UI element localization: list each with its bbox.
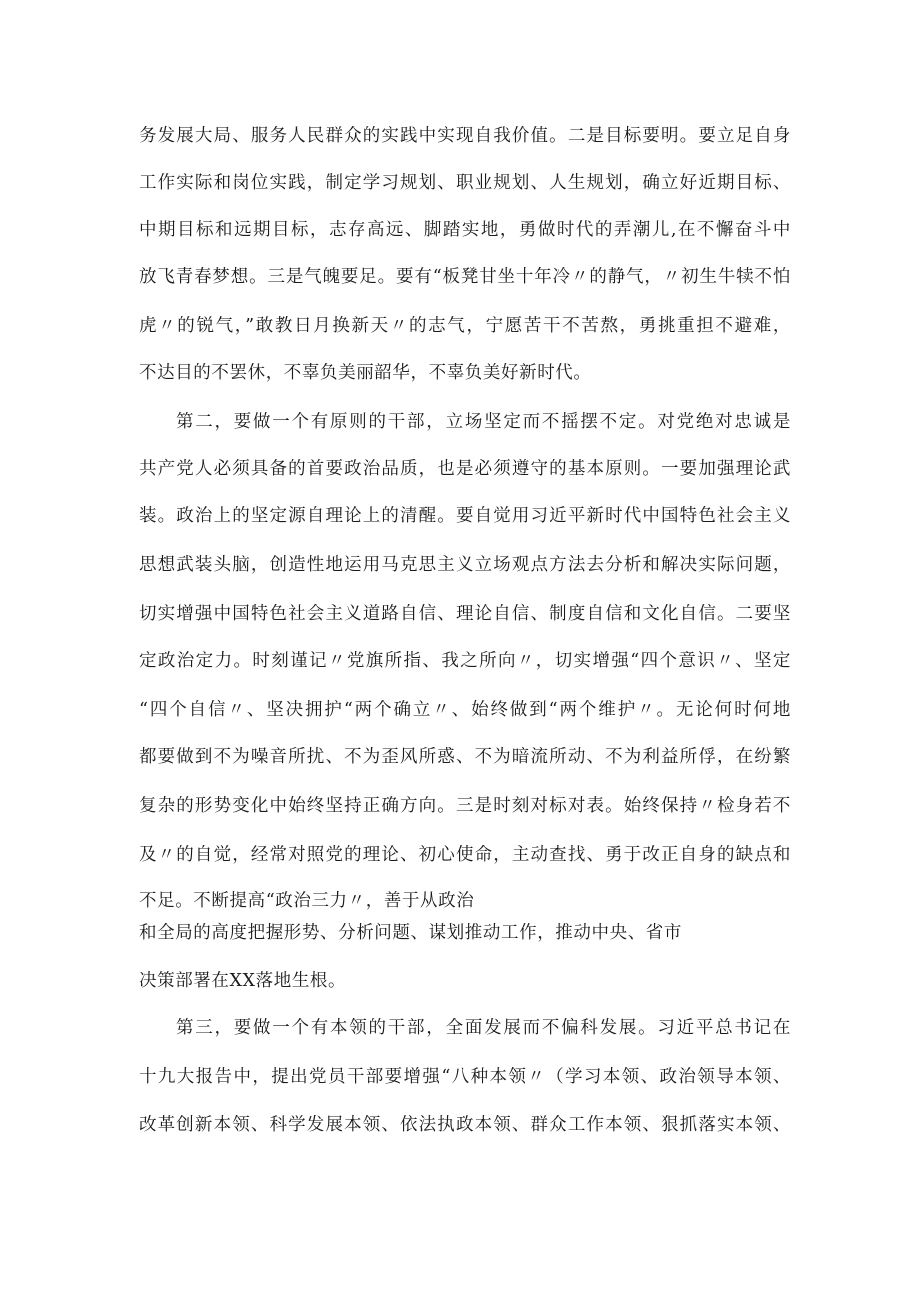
text-line: 改革创新本领、科学发展本领、依法执政本领、群众工作本领、狠抓落实本领、: [139, 1115, 791, 1135]
text-line: 中期目标和远期目标，志存高远、脚踏实地，勇做时代的弄潮儿,在不懈奋斗中: [139, 220, 791, 240]
text-line: 装。政治上的坚定源自理论上的清醒。要自觉用习近平新时代中国特色社会主义: [139, 506, 791, 526]
text-line: 不足。不断提高“政治三力〃，善于从政治: [139, 891, 475, 911]
text-line: 都要做到不为噪音所扰、不为歪风所惑、不为暗流所动、不为利益所俘，在纷繁: [139, 747, 791, 767]
text-line: 定政治定力。时刻谨记〃党旗所指、我之所向〃，切实增强“四个意识〃、坚定: [139, 651, 791, 671]
text-line: 务发展大局、服务人民群众的实践中实现自我价值。二是目标要明。要立足自身: [139, 126, 791, 146]
text-line: 放飞青春梦想。三是气魄要足。要有“板凳甘坐十年冷〃的静气，〃初生牛犊不怕: [139, 267, 791, 287]
text-line: 决策部署在XX落地生根。: [139, 971, 347, 991]
text-line: 复杂的形势变化中始终坚持正确方向。三是时刻对标对表。始终保持〃检身若不: [139, 796, 791, 816]
text-line: 不达目的不罢休，不辜负美丽韶华，不辜负美好新时代。: [139, 363, 592, 383]
text-line: 及〃的自觉，经常对照党的理论、初心使命，主动查找、勇于改正自身的缺点和: [139, 845, 791, 865]
text-line: 虎〃的锐气，”敢教日月换新天〃的志气，宁愿苦干不苦熬，勇挑重担不避难，: [139, 316, 791, 336]
text-line: “四个自信〃、坚决拥护“两个确立〃、始终做到“两个维护〃。无论何时何地: [139, 700, 791, 720]
text-line: 十九大报告中，提出党员干部要增强“八种本领〃（学习本领、政治领导本领、: [139, 1067, 791, 1087]
paragraph-first-line: 第三，要做一个有本领的干部，全面发展而不偏科发展。习近平总书记在: [176, 1018, 791, 1038]
text-line: 和全局的高度把握形势、分析问题、谋划推动工作，推动中央、省市: [139, 923, 682, 943]
text-line: 切实增强中国特色社会主义道路自信、理论自信、制度自信和文化自信。二要坚: [139, 604, 791, 624]
text-line: 工作实际和岗位实践，制定学习规划、职业规划、人生规划，确立好近期目标、: [139, 173, 791, 193]
text-line: 共产党人必须具备的首要政治品质，也是必须遵守的基本原则。一要加强理论武: [139, 459, 791, 479]
text-line: 思想武装头脑，创造性地运用马克思主义立场观点方法去分析和解决实际问题，: [139, 555, 791, 575]
paragraph-first-line: 第二，要做一个有原则的干部，立场坚定而不摇摆不定。对党绝对忠诚是: [176, 412, 791, 432]
